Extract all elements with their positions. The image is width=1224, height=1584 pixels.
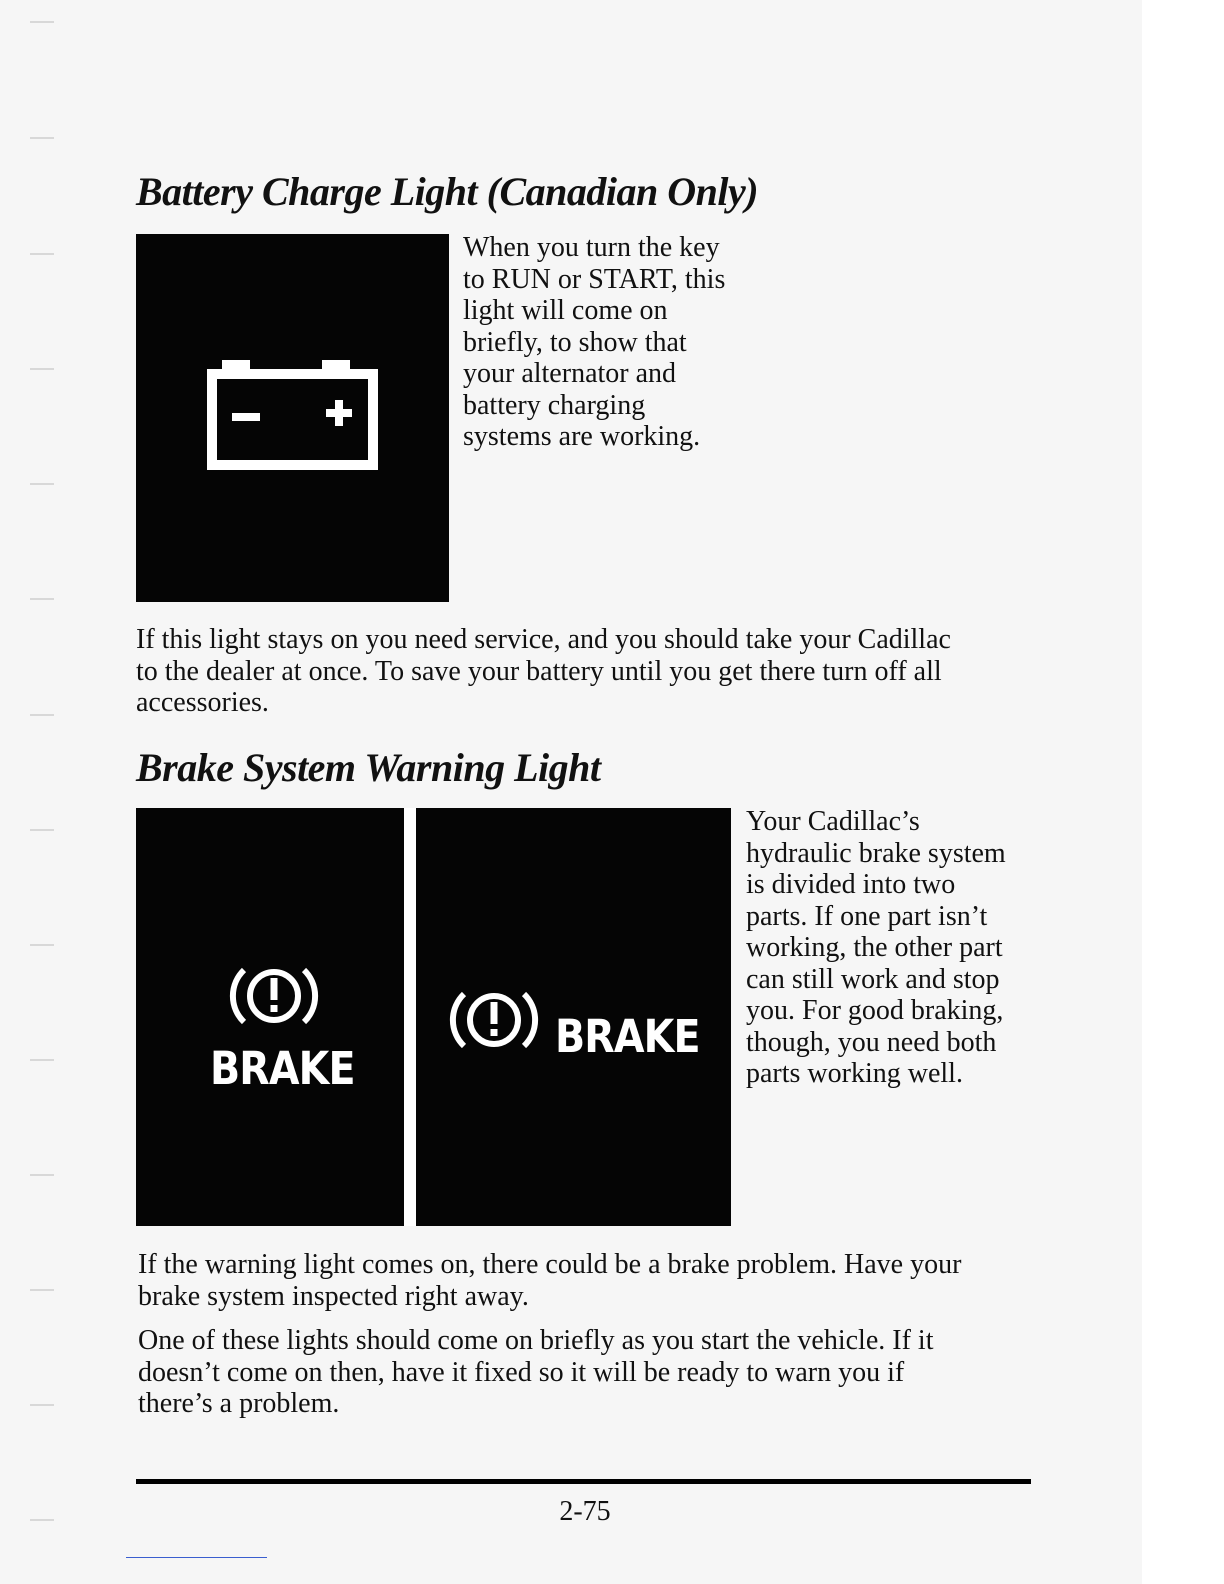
text-line: If this light stays on you need service, and you should take your Cadillac bbox=[136, 624, 951, 655]
margin-tick bbox=[30, 1289, 54, 1291]
text-line: light will come on bbox=[463, 295, 668, 326]
text-line: One of these lights should come on briefly as you start the vehicle. If it bbox=[138, 1325, 934, 1356]
margin-tick bbox=[30, 1174, 54, 1176]
brake-label-left: BRAKE bbox=[210, 1042, 355, 1095]
margin-tick bbox=[30, 253, 54, 255]
text-line: doesn’t come on then, have it fixed so it will be ready to warn you if bbox=[138, 1356, 905, 1388]
battery-icon bbox=[136, 234, 449, 602]
margin-tick bbox=[30, 944, 54, 946]
footer-rule bbox=[136, 1479, 1031, 1484]
text-line: parts. If one part isn’t bbox=[746, 900, 988, 932]
text-line: hydraulic brake system bbox=[746, 837, 1006, 869]
text-line: accessories. bbox=[136, 687, 269, 718]
text-line: to RUN or START, this bbox=[463, 263, 726, 295]
text-line: to the dealer at once. To save your battery until you get there turn off all bbox=[136, 655, 942, 687]
margin-tick bbox=[30, 483, 54, 485]
bottom-link-underline bbox=[126, 1557, 267, 1558]
margin-tick bbox=[30, 21, 54, 23]
text-line: battery charging bbox=[463, 389, 646, 421]
brake-body-paragraph-2 bbox=[138, 1325, 933, 1420]
text-line: though, you need both bbox=[746, 1026, 997, 1058]
text-line: there’s a problem. bbox=[138, 1388, 340, 1419]
brake-light-panel bbox=[136, 808, 731, 1226]
margin-tick bbox=[30, 368, 54, 370]
battery-body-paragraph bbox=[136, 624, 951, 719]
text-line: When you turn the key bbox=[463, 232, 720, 263]
text-line: briefly, to show that bbox=[463, 326, 687, 358]
margin-tick bbox=[30, 829, 54, 831]
text-line: parts working well. bbox=[746, 1058, 963, 1089]
brake-heading: Brake System Warning Light bbox=[136, 745, 601, 790]
margin-tick bbox=[30, 137, 54, 139]
text-line: you. For good braking, bbox=[746, 995, 1004, 1026]
brake-warning-icon bbox=[228, 958, 320, 1038]
brake-body-paragraph-1 bbox=[138, 1249, 961, 1312]
battery-light-panel bbox=[136, 234, 449, 602]
text-line: If the warning light comes on, there could be a brake problem. Have your bbox=[138, 1249, 962, 1280]
text-line: your alternator and bbox=[463, 358, 677, 389]
text-line: Your Cadillac’s bbox=[746, 806, 920, 837]
brake-side-text bbox=[746, 806, 1006, 1090]
text-line: is divided into two bbox=[746, 869, 956, 900]
margin-tick bbox=[30, 598, 54, 600]
text-line: can still work and stop bbox=[746, 963, 1000, 995]
text-line: working, the other part bbox=[746, 932, 1003, 963]
battery-heading: Battery Charge Light (Canadian Only) bbox=[136, 169, 759, 214]
margin-tick bbox=[30, 714, 54, 716]
battery-side-text bbox=[463, 232, 725, 453]
margin-tick bbox=[30, 1404, 54, 1406]
panel-divider bbox=[404, 808, 416, 1226]
brake-label-right: BRAKE bbox=[555, 1010, 700, 1063]
margin-tick bbox=[30, 1059, 54, 1061]
text-line: systems are working. bbox=[463, 421, 701, 452]
brake-warning-icon bbox=[448, 982, 540, 1062]
page-number: 2-75 bbox=[559, 1496, 611, 1527]
text-line: brake system inspected right away. bbox=[138, 1280, 529, 1312]
